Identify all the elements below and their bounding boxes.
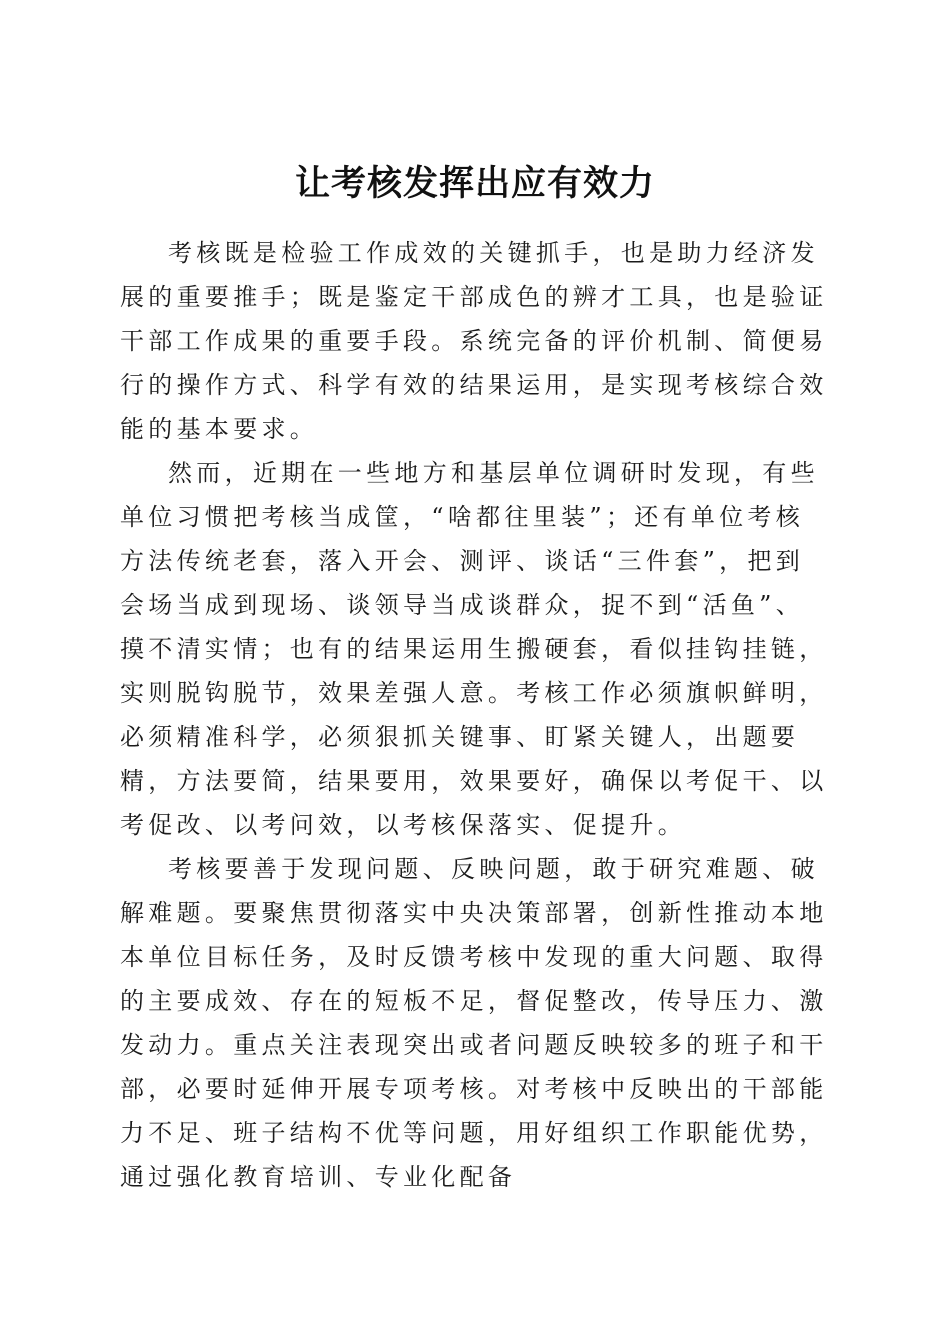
paragraph-1: 考核既是检验工作成效的关键抓手，也是助力经济发展的重要推手；既是鉴定干部成色的辨才工具，也是验证干部工作成果的重要手段。系统完备的评价机制、简便易行的操作方式、科学有效的结果运用，是实现考核综合效能的基本要求。 [120, 239, 828, 443]
paragraph-3: 考核要善于发现问题、反映问题，敢于研究难题、破解难题。要聚焦贯彻落实中央决策部署，创新性推动本地本单位目标任务，及时反馈考核中发现的重大问题、取得的主要成效、存在的短板不足，督促整改，传导压力、激发动力。重点关注表现突出或者问题反映较多的班子和干部，必要时延伸开展专项考核。对考核中反映出的干部能力不足、班子结构不优等问题，用好组织工作职能优势，通过强化教育培训、专业化配备 [120, 855, 828, 1191]
document-body [120, 231, 832, 1199]
paragraph-2: 然而，近期在一些地方和基层单位调研时发现，有些单位习惯把考核当成筐，“啥都往里装”；还有单位考核方法传统老套，落入开会、测评、谈话“三件套”，把到会场当成到现场、谈领导当成谈群众，捉不到“活鱼”、摸不清实情；也有的结果运用生搬硬套，看似挂钩挂链，实则脱钩脱节，效果差强人意。考核工作必须旗帜鲜明，必须精准科学，必须狠抓关键事、盯紧关键人，出题要精，方法要简，结果要用，效果要好，确保以考促干、以考促改、以考问效，以考核保落实、促提升。 [120, 459, 828, 839]
document-title: 让考核发挥出应有效力 [294, 163, 655, 205]
